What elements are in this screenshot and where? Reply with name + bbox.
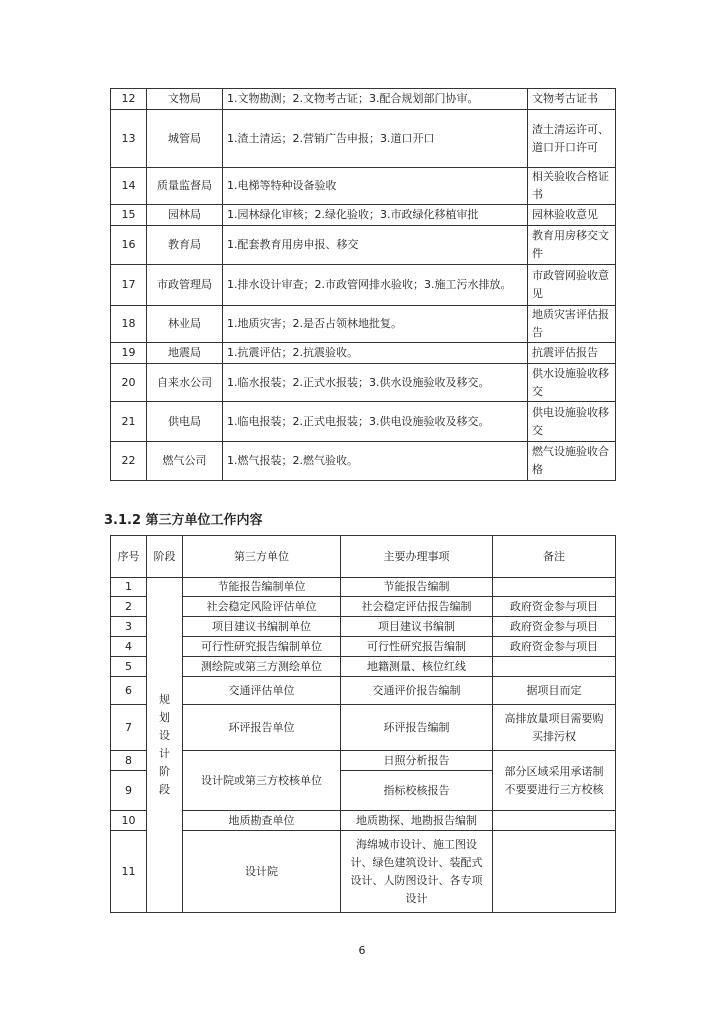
documents: 文物考古证书: [528, 89, 616, 110]
header-unit: 第三方单位: [183, 536, 341, 578]
table-row: [111, 205, 616, 226]
header-remarks: 备注: [493, 536, 616, 578]
remarks: 部分区域采用承诺制不要要进行三方校核: [493, 751, 616, 811]
stage-cell: 规划设计阶段: [147, 578, 183, 913]
table-row: [111, 657, 616, 677]
row-number: 7: [111, 705, 147, 751]
page-number: 6: [358, 944, 366, 957]
department-name: 文物局: [147, 89, 223, 110]
section-heading: 3.1.2 第三方单位工作内容: [104, 513, 263, 528]
table-row: [111, 364, 616, 402]
main-matters: 地质勘探、地勘报告编制: [341, 811, 493, 831]
table-row: [111, 751, 616, 771]
third-party-unit: 设计院: [183, 831, 341, 913]
row-number: 3: [111, 617, 147, 637]
table-row: [111, 110, 616, 168]
remarks: 政府资金参与项目: [493, 617, 616, 637]
work-items: 1.园林绿化审核；2.绿化验收；3.市政绿化移植审批: [223, 205, 528, 226]
table-row: [111, 597, 616, 617]
table-row: [111, 306, 616, 343]
documents: 抗震评估报告: [528, 343, 616, 364]
work-items: 1.临电报装；2.正式电报装；3.供电设施验收及移交。: [223, 402, 528, 442]
department-name: 质量监督局: [147, 168, 223, 205]
documents: 燃气设施验收合格: [528, 442, 616, 481]
department-name: 市政管理局: [147, 265, 223, 306]
third-party-unit: 环评报告单位: [183, 705, 341, 751]
documents: 渣土清运许可、道口开口许可: [528, 110, 616, 168]
documents: 地质灾害评估报告: [528, 306, 616, 343]
third-party-unit: 设计院或第三方校核单位: [183, 751, 341, 811]
work-items: 1.燃气报装；2.燃气验收。: [223, 442, 528, 481]
main-matters: 社会稳定评估报告编制: [341, 597, 493, 617]
department-name: 自来水公司: [147, 364, 223, 402]
header-no: 序号: [111, 536, 147, 578]
remarks: [493, 811, 616, 831]
row-number: 6: [111, 677, 147, 705]
table-row: [111, 89, 616, 110]
department-name: 供电局: [147, 402, 223, 442]
row-number: 14: [111, 168, 147, 205]
department-name: 林业局: [147, 306, 223, 343]
remarks: [493, 578, 616, 597]
work-items: 1.文物勘测；2.文物考古证；3.配合规划部门协审。: [223, 89, 528, 110]
department-approval-table: [110, 88, 616, 481]
row-number: 2: [111, 597, 147, 617]
documents: 园林验收意见: [528, 205, 616, 226]
documents: 相关验收合格证书: [528, 168, 616, 205]
third-party-unit: 测绘院或第三方测绘单位: [183, 657, 341, 677]
table-row: [111, 442, 616, 481]
documents: 教育用房移交文件: [528, 226, 616, 265]
table-row: [111, 831, 616, 913]
row-number: 11: [111, 831, 147, 913]
department-name: 园林局: [147, 205, 223, 226]
table-row: [111, 402, 616, 442]
main-matters: 环评报告编制: [341, 705, 493, 751]
remarks: 高排放量项目需要购买排污权: [493, 705, 616, 751]
row-number: 22: [111, 442, 147, 481]
documents: 市政管网验收意见: [528, 265, 616, 306]
row-number: 15: [111, 205, 147, 226]
row-number: 20: [111, 364, 147, 402]
department-name: 燃气公司: [147, 442, 223, 481]
third-party-unit: 交通评估单位: [183, 677, 341, 705]
row-number: 19: [111, 343, 147, 364]
row-number: 16: [111, 226, 147, 265]
third-party-unit: 项目建议书编制单位: [183, 617, 341, 637]
department-name: 教育局: [147, 226, 223, 265]
header-stage: 阶段: [147, 536, 183, 578]
table-row: [111, 705, 616, 751]
main-matters: 日照分析报告: [341, 751, 493, 771]
row-number: 17: [111, 265, 147, 306]
table-row: [111, 226, 616, 265]
row-number: 18: [111, 306, 147, 343]
documents: 供电设施验收移交: [528, 402, 616, 442]
row-number: 10: [111, 811, 147, 831]
third-party-unit: 地质勘查单位: [183, 811, 341, 831]
remarks: 政府资金参与项目: [493, 637, 616, 657]
table-row: [111, 811, 616, 831]
remarks: [493, 657, 616, 677]
row-number: 8: [111, 751, 147, 771]
row-number: 9: [111, 771, 147, 811]
work-items: 1.电梯等特种设备验收: [223, 168, 528, 205]
main-matters: 地籍测量、核位红线: [341, 657, 493, 677]
table-row: [111, 265, 616, 306]
department-name: 地震局: [147, 343, 223, 364]
table-row: [111, 637, 616, 657]
remarks: 政府资金参与项目: [493, 597, 616, 617]
table-row: [111, 168, 616, 205]
row-number: 21: [111, 402, 147, 442]
third-party-unit: 社会稳定风险评估单位: [183, 597, 341, 617]
documents: 供水设施验收移交: [528, 364, 616, 402]
third-party-table: [110, 535, 616, 913]
table-row: [111, 343, 616, 364]
row-number: 4: [111, 637, 147, 657]
main-matters: 项目建议书编制: [341, 617, 493, 637]
row-number: 1: [111, 578, 147, 597]
row-number: 5: [111, 657, 147, 677]
third-party-unit: 节能报告编制单位: [183, 578, 341, 597]
main-matters: 海绵城市设计、施工图设计、绿色建筑设计、装配式设计、人防图设计、各专项设计: [341, 831, 493, 913]
main-matters: 交通评价报告编制: [341, 677, 493, 705]
main-matters: 可行性研究报告编制: [341, 637, 493, 657]
table-header-row: [111, 536, 616, 578]
work-items: 1.地质灾害；2.是否占领林地批复。: [223, 306, 528, 343]
third-party-unit: 可行性研究报告编制单位: [183, 637, 341, 657]
remarks: 据项目而定: [493, 677, 616, 705]
department-name: 城管局: [147, 110, 223, 168]
work-items: 1.排水设计审查；2.市政管网排水验收；3.施工污水排放。: [223, 265, 528, 306]
work-items: 1.临水报装；2.正式水报装；3.供水设施验收及移交。: [223, 364, 528, 402]
main-matters: 节能报告编制: [341, 578, 493, 597]
remarks: [493, 831, 616, 913]
row-number: 12: [111, 89, 147, 110]
row-number: 13: [111, 110, 147, 168]
table-row: [111, 578, 616, 597]
main-matters: 指标校核报告: [341, 771, 493, 811]
work-items: 1.抗震评估；2.抗震验收。: [223, 343, 528, 364]
work-items: 1.配套教育用房申报、移交: [223, 226, 528, 265]
table-row: [111, 617, 616, 637]
header-matters: 主要办理事项: [341, 536, 493, 578]
table-row: [111, 677, 616, 705]
work-items: 1.渣土清运；2.营销广告申报；3.道口开口: [223, 110, 528, 168]
